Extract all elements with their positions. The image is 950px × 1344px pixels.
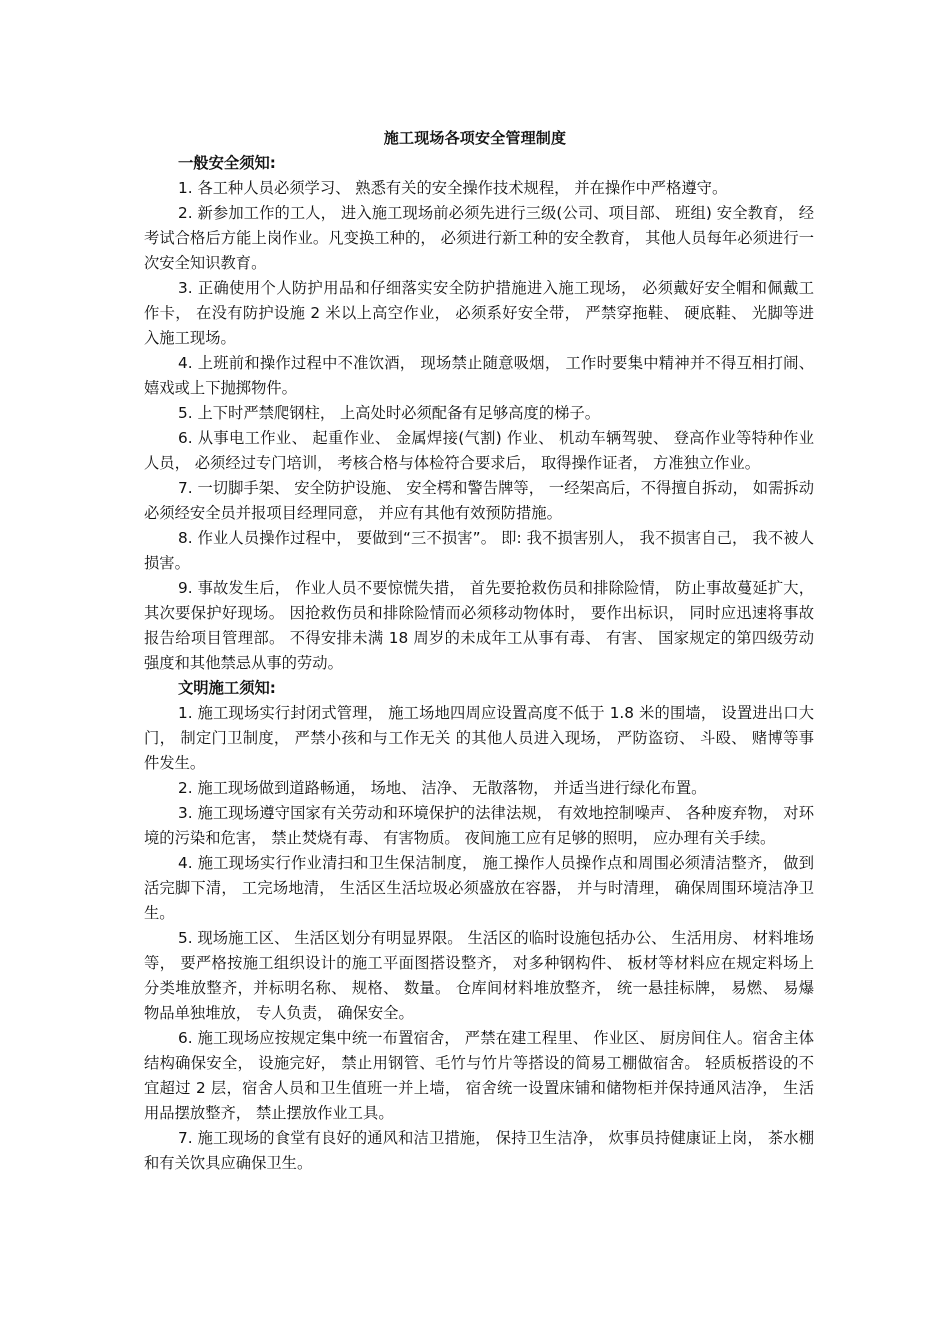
paragraph: 6. 从事电工作业、 起重作业、 金属焊接(气割) 作业、 机动车辆驾驶、 登高作业等特种作业人员， 必须经过专门培训， 考核合格与体检符合要求后， 取得操作证者， 方准独立作业。 [144, 429, 814, 472]
paragraph: 5. 现场施工区、 生活区划分有明显界限。 生活区的临时设施包括办公、 生活用房、 材料堆场等， 要严格按施工组织设计的施工平面图搭设整齐， 对多种钢构件、 板材等材料应在规定料场上分类堆放整齐，并标明名称、 规格、 数量。 仓库间材料堆放整齐， 统一悬挂标牌， 易燃、 易爆物品单独堆放， 专人负责， 确保安全。 [144, 929, 814, 1022]
paragraph: 3. 施工现场遵守国家有关劳动和环境保护的法律法规， 有效地控制噪声、 各种废弃物， 对环境的污染和危害， 禁止焚烧有毒、 有害物质。 夜间施工应有足够的照明， 应办理有关手续。 [144, 804, 814, 847]
paragraph: 4. 施工现场实行作业清扫和卫生保洁制度， 施工操作人员操作点和周围必须清洁整齐， 做到活完脚下清， 工完场地清， 生活区生活垃圾必须盛放在容器， 并与时清理， 确保周围环境洁净卫生。 [144, 854, 814, 922]
paragraph: 5. 上下时严禁爬钢柱， 上高处时必须配备有足够高度的梯子。 [178, 404, 601, 422]
paragraph: 3. 正确使用个人防护用品和仔细落实安全防护措施进入施工现场， 必须戴好安全帽和佩戴工作卡， 在没有防护设施 2 米以上高空作业， 必须系好安全带， 严禁穿拖鞋、 硬底鞋、 光脚等进入施工现场。 [144, 279, 814, 347]
paragraph: 1. 施工现场实行封闭式管理， 施工场地四周应设置高度不低于 1.8 米的围墙， 设置进出口大门， 制定门卫制度， 严禁小孩和与工作无关 的其他人员进入现场， 严防盗窃、 斗殴、 赌博等事件发生。 [144, 704, 814, 772]
paragraph: 2. 新参加工作的工人， 进入施工现场前必须先进行三级(公司、项目部、 班组) 安全教育， 经考试合格后方能上岗作业。凡变换工种的， 必须进行新工种的安全教育， 其他人员每年必须进行一次安全知识教育。 [144, 204, 814, 272]
section-civilized-construction [144, 676, 814, 1176]
paragraph: 4. 上班前和操作过程中不准饮酒， 现场禁止随意吸烟， 工作时要集中精神并不得互相打闹、 嬉戏或上下抛掷物件。 [144, 354, 814, 397]
paragraph: 8. 作业人员操作过程中， 要做到“三不损害”。 即: 我不损害别人， 我不损害自己， 我不被人损害。 [144, 529, 814, 572]
paragraph: 1. 各工种人员必须学习、 熟悉有关的安全操作技术规程， 并在操作中严格遵守。 [178, 179, 728, 197]
document-title: 施工现场各项安全管理制度 [383, 129, 567, 147]
document-body [144, 151, 814, 1176]
paragraph: 6. 施工现场应按规定集中统一布置宿舍， 严禁在建工程里、 作业区、 厨房间住人。宿舍主体结构确保安全， 设施完好， 禁止用钢管、毛竹与竹片等搭设的简易工棚做宿舍。 轻质板搭设的不宜超过 2 层，宿舍人员和卫生值班一并上墙， 宿舍统一设置床铺和储物柜并保持通风洁净， 生活用品摆放整齐， 禁止摆放作业工具。 [144, 1029, 815, 1122]
section-general-safety [144, 151, 814, 676]
paragraph: 9. 事故发生后， 作业人员不要惊慌失措， 首先要抢救伤员和排除险情， 防止事故蔓延扩大， 其次要保护好现场。 因抢救伤员和排除险情而必须移动物体时， 要作出标识， 同时应迅速将事故报告给项目管理部。 不得安排未满 18 周岁的未成年工从事有毒、 有害、 国家规定的第四级劳动强度和其他禁忌从事的劳动。 [144, 579, 814, 672]
section-heading: 一般安全须知: [178, 154, 276, 172]
paragraph: 2. 施工现场做到道路畅通， 场地、 洁净、 无散落物， 并适当进行绿化布置。 [178, 779, 707, 797]
section-heading: 文明施工须知: [178, 679, 276, 697]
paragraph: 7. 施工现场的食堂有良好的通风和洁卫措施， 保持卫生洁净， 炊事员持健康证上岗， 茶水棚和有关饮具应确保卫生。 [144, 1129, 814, 1172]
paragraph: 7. 一切脚手架、 安全防护设施、 安全樗和警告牌等， 一经架高后，不得擅自拆动， 如需拆动必须经安全员并报项目经理同意， 并应有其他有效预防措施。 [144, 479, 814, 522]
